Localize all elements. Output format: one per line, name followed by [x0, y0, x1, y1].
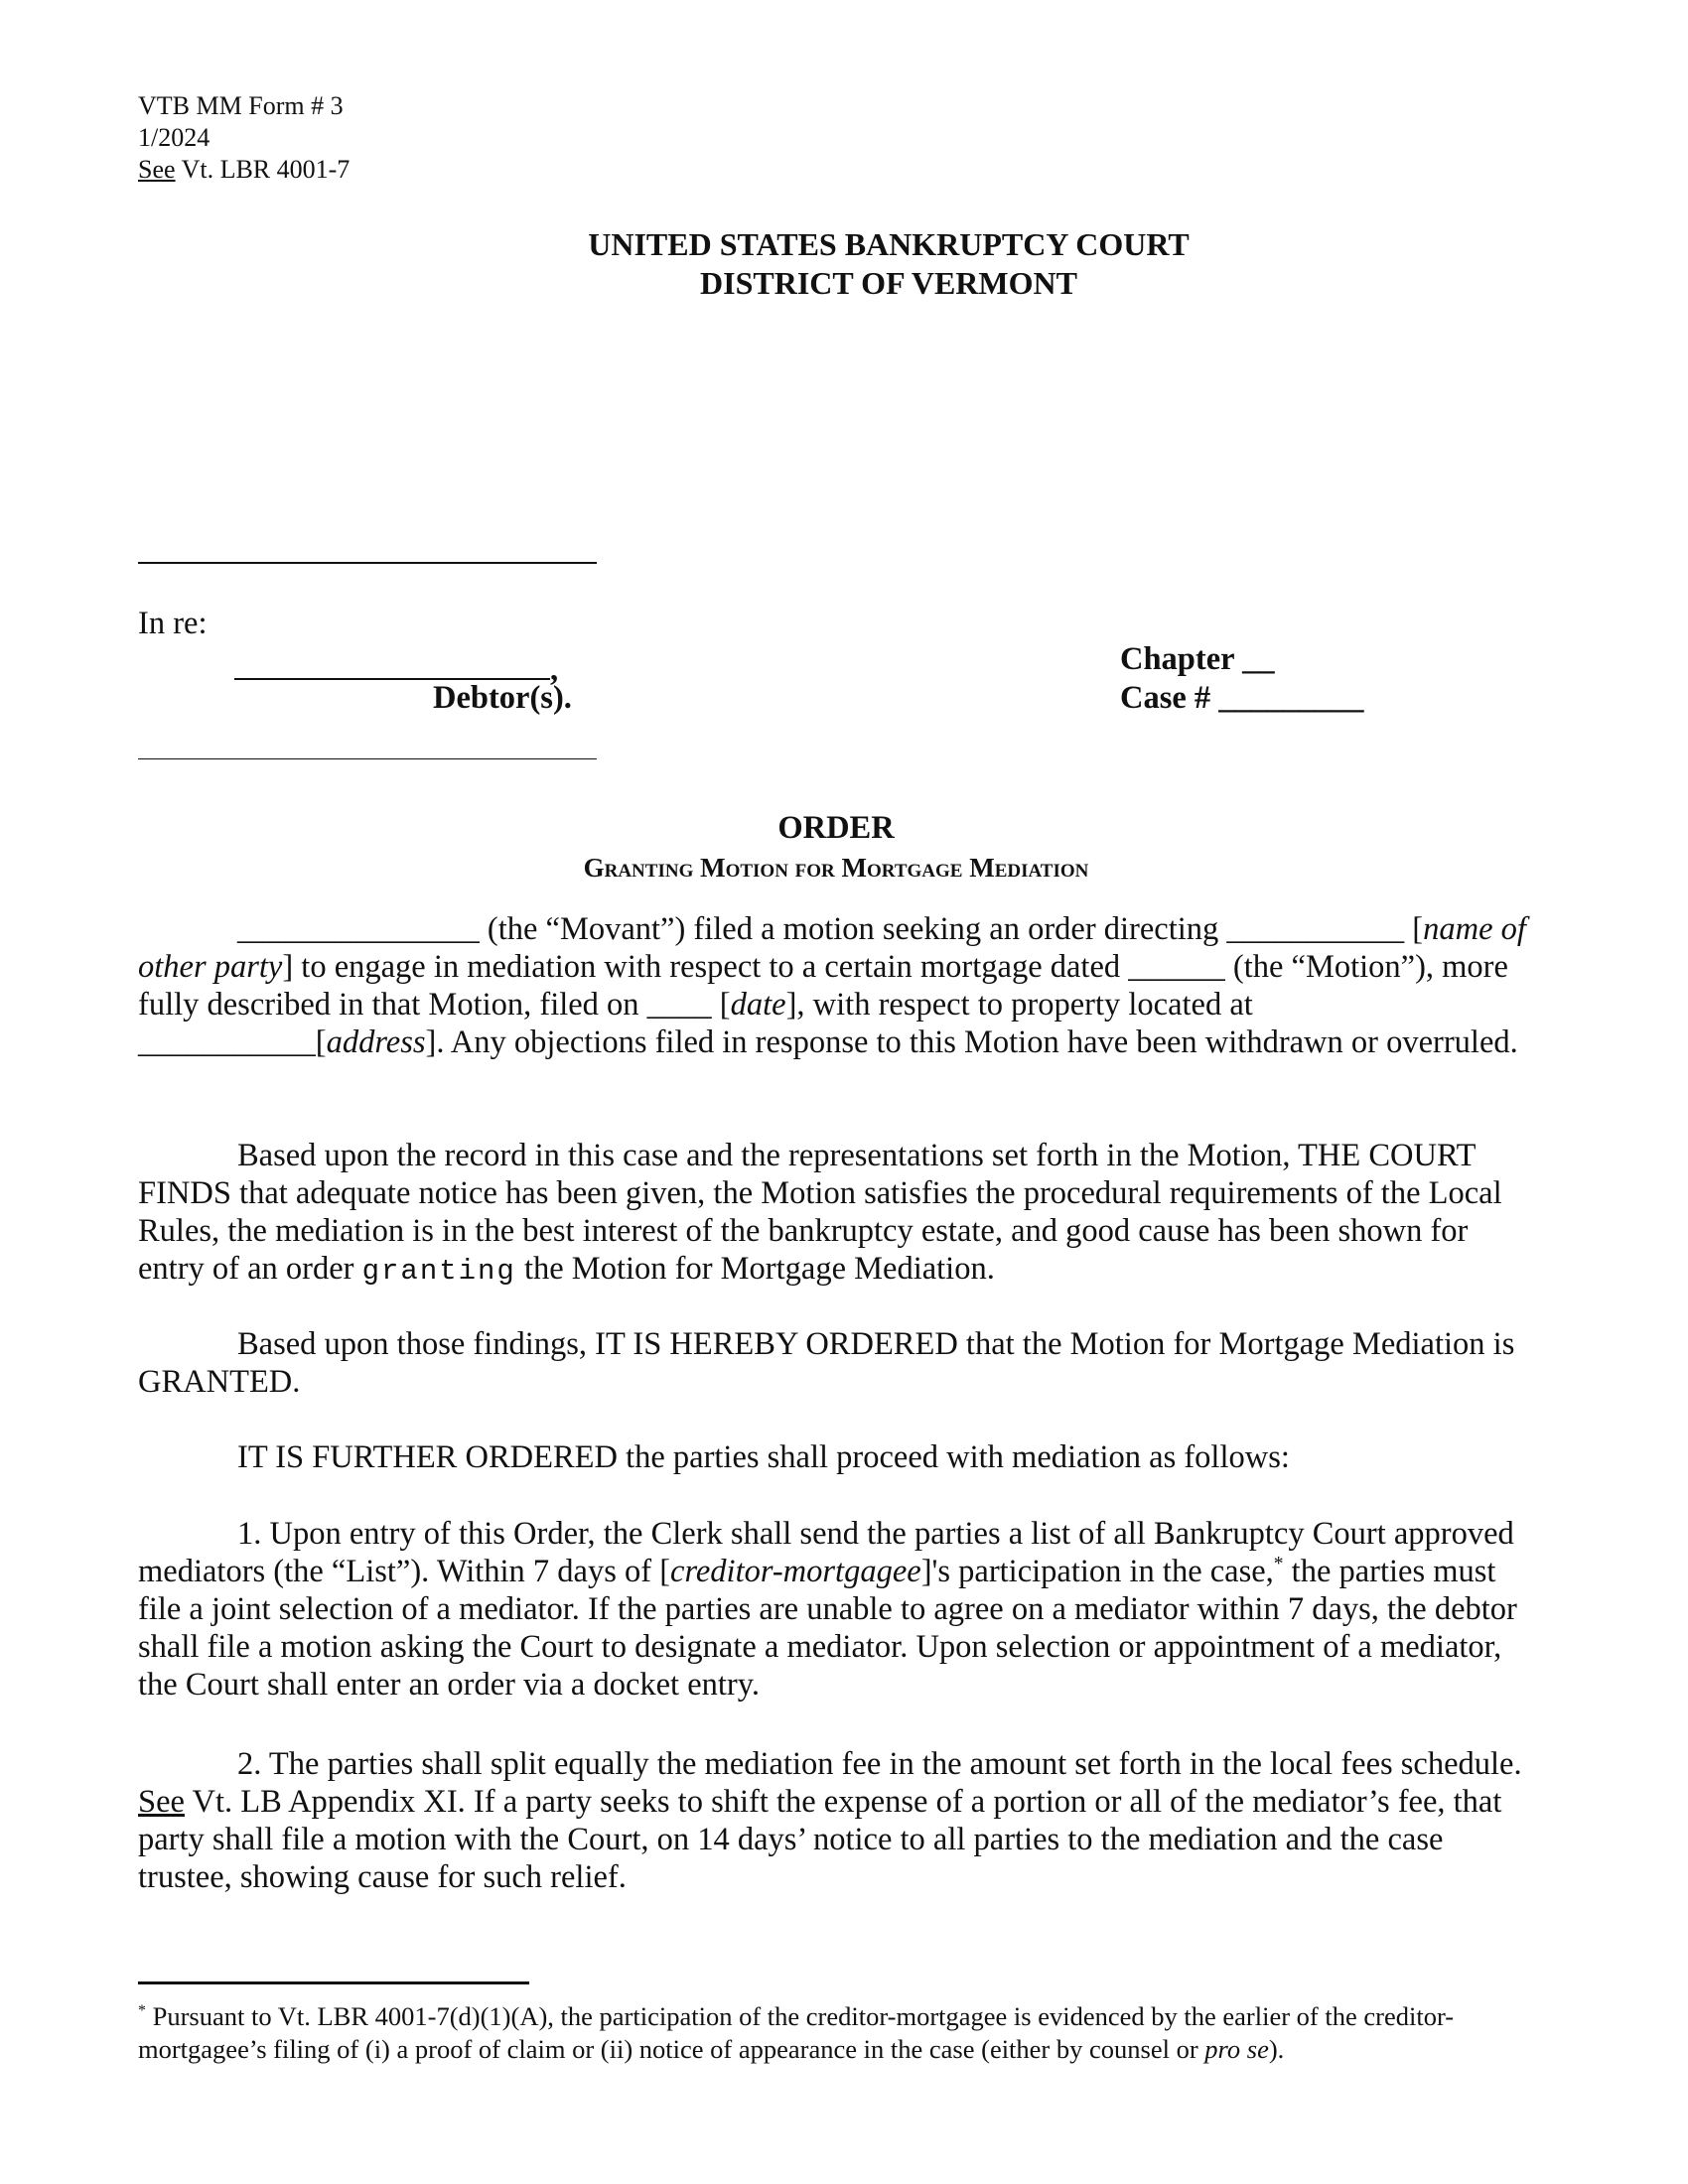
- order-item-2: [138, 1745, 1540, 1896]
- form-date: 1/2024: [138, 123, 211, 152]
- text: ] to engage in mediation with respect to a certain mortgage dated ______ (the “Motion”), more fully described in that Motion, filed on ____ [: [138, 949, 1508, 1023]
- paragraph-findings: [138, 1137, 1540, 1291]
- see-label: See: [138, 155, 176, 184]
- movant-blank[interactable]: _______________: [237, 911, 480, 947]
- court-district: DISTRICT OF VERMONT: [700, 265, 1077, 301]
- placeholder-date: date: [730, 987, 786, 1023]
- text: Vt. LB Appendix XI. If a party seeks to shift the expense of a portion or all of the mediator’s fee, that party shall file a motion with the Court, on 14 days’ notice to all parties to the mediation and the case trustee, showing cause for such relief.: [138, 1784, 1502, 1895]
- text: 1. Upon entry of this Order, the Clerk shall send the parties a list of all Bankruptcy Court approved mediators (the “List”). Within 7 days of [: [138, 1516, 1514, 1589]
- text: ], with respect to property located at ___________[: [138, 987, 1253, 1060]
- in-re-label: In re:: [138, 606, 208, 641]
- form-id: VTB MM Form # 3: [138, 91, 344, 120]
- footnote-separator: [138, 1981, 529, 1984]
- text: 2. The parties shall split equally the mediation fee in the amount set forth in the local fees schedule.: [237, 1746, 1522, 1782]
- text: the parties must file a joint selection of a mediator. If the parties are unable to agree on a mediator within 7 days, the debtor shall file a motion asking the Court to designate a mediator. Upon selection or appointment of a mediator, the Court shall enter an order via a docket entry.: [138, 1554, 1517, 1703]
- text: ]'s participation in the case,: [920, 1554, 1274, 1589]
- paragraph-further-ordered: IT IS FURTHER ORDERED the parties shall proceed with mediation as follows:: [237, 1439, 1290, 1475]
- caption-rule-top: [138, 562, 597, 564]
- see-label: See: [138, 1784, 185, 1820]
- debtor-comma: ,: [550, 652, 559, 688]
- pro-se-text: pro se: [1204, 2034, 1269, 2064]
- text: Based upon the record in this case and the representations set forth in the Motion, THE COURT FINDS that adequate notice has been given, the Motion satisfies the procedural requirements of the Local Rules, the mediation is in the best interest of the bankruptcy estate, and good cause has been shown for entry of an order: [138, 1138, 1502, 1287]
- rule-ref-text: Vt. LBR 4001-7: [175, 155, 351, 184]
- debtor-label: Debtor(s).: [433, 680, 572, 716]
- text: Pursuant to Vt. LBR 4001-7(d)(1)(A), the participation of the creditor-mortgagee is evidenced by the earlier of the creditor-mortgagee’s filing of (i) a proof of claim or (ii) notice of appearance in the case (either by counsel or: [138, 2001, 1455, 2064]
- granting-word: granting: [361, 1255, 516, 1288]
- text: ]. Any objections filed in response to this Motion have been withdrawn or overruled.: [425, 1024, 1518, 1060]
- footnote-mark: *: [138, 2002, 146, 2020]
- placeholder-other-party: name of other party: [138, 911, 1526, 985]
- order-item-1: [138, 1515, 1540, 1704]
- placeholder-creditor: creditor-mortgagee: [670, 1554, 921, 1589]
- case-number-field[interactable]: Case # _________: [1120, 680, 1364, 716]
- text: ).: [1268, 2034, 1285, 2064]
- footnote-reference[interactable]: *: [1273, 1554, 1284, 1575]
- paragraph-motion: [138, 910, 1540, 1061]
- text: the Motion for Mortgage Mediation.: [515, 1251, 995, 1287]
- paragraph-ordered: Based upon those findings, IT IS HEREBY ORDERED that the Motion for Mortgage Mediation is GRANTED.: [138, 1326, 1515, 1400]
- placeholder-address: address: [326, 1024, 426, 1060]
- order-title: ORDER: [777, 810, 895, 846]
- chapter-field[interactable]: Chapter __: [1120, 641, 1275, 677]
- order-subtitle: Granting Motion for Mortgage Mediation: [583, 853, 1089, 883]
- court-name: UNITED STATES BANKRUPTCY COURT: [588, 226, 1190, 262]
- caption-rule-bottom: [138, 758, 597, 759]
- rule-reference: [138, 154, 350, 186]
- text: (the “Movant”) filed a motion seeking an order directing ___________ [: [479, 911, 1424, 947]
- footnote: [138, 2000, 1548, 2066]
